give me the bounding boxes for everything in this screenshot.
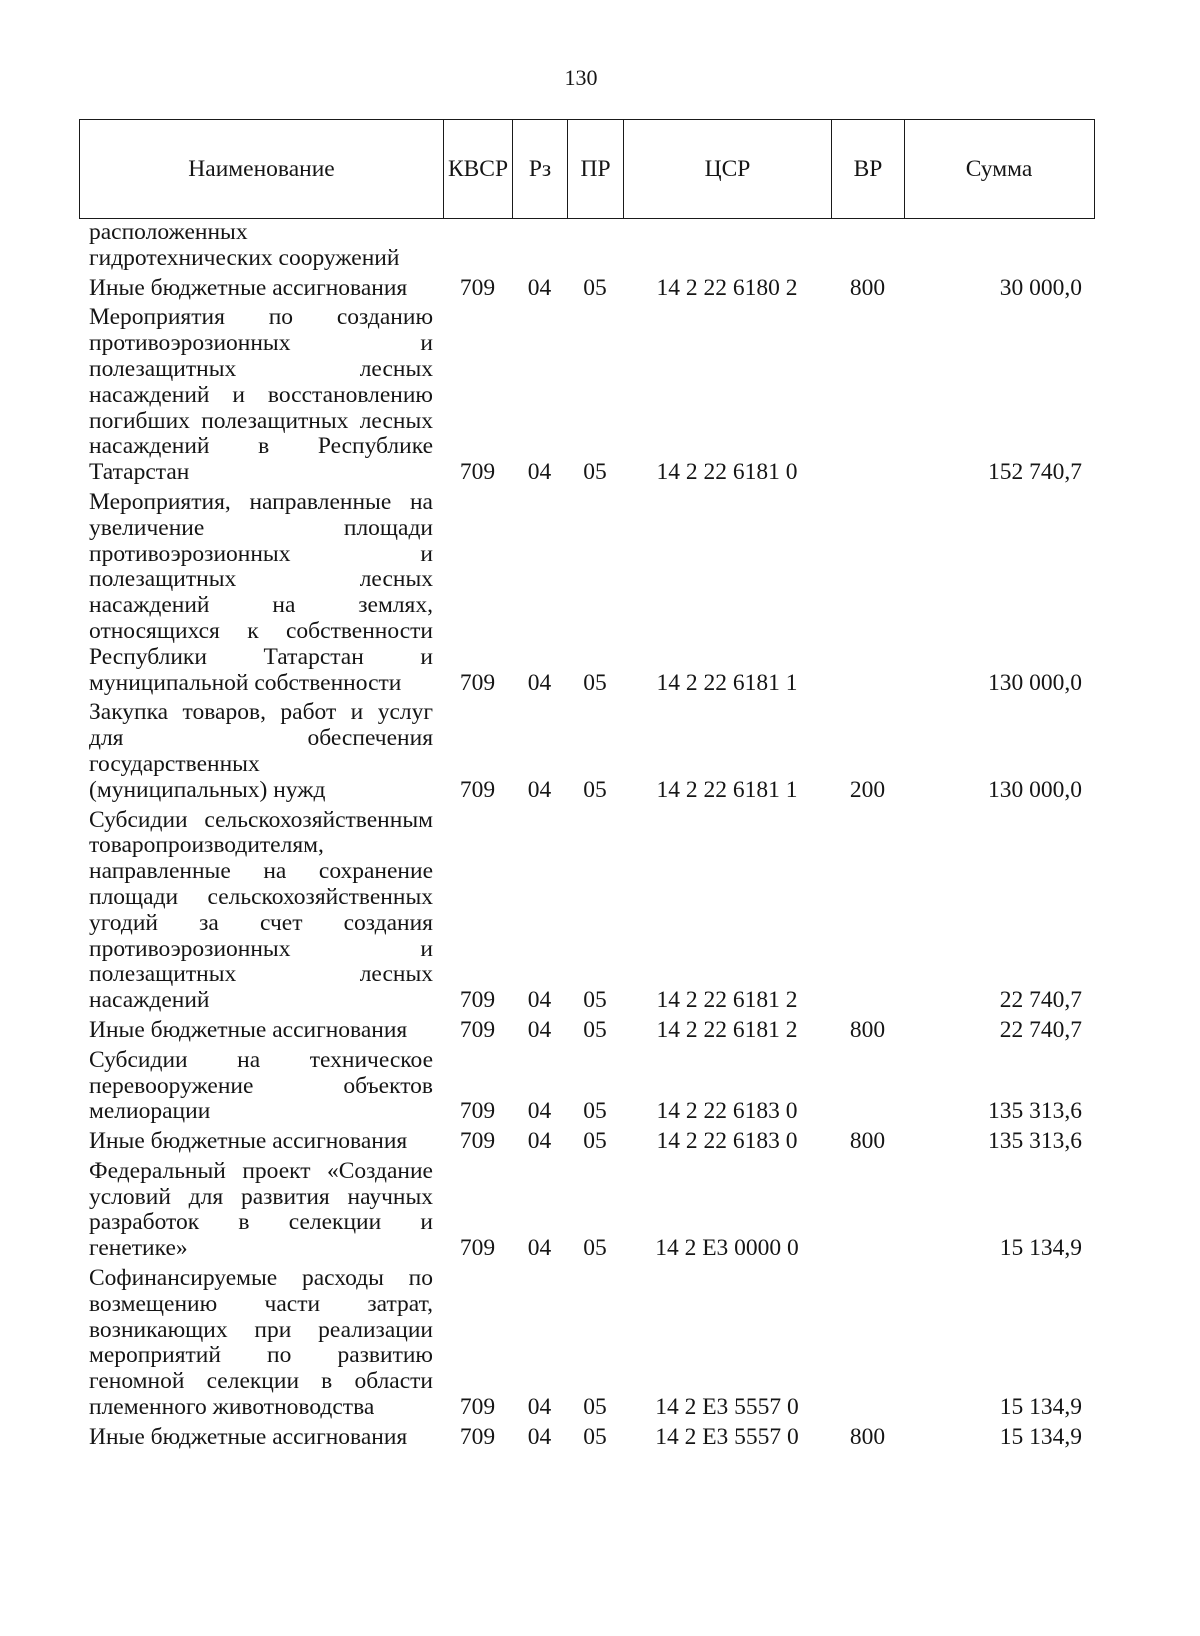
rz-cell: 04 (527, 987, 552, 1014)
row-name-cell (80, 1129, 443, 1155)
row-name-line: расположенных (89, 219, 248, 245)
sum-cell: 130 000,0 (988, 669, 1082, 696)
pr-cell: 05 (583, 1016, 607, 1043)
table-row (80, 700, 1094, 803)
row-name-line: угодий за счет создания (89, 909, 433, 936)
vr-cell: 800 (849, 1423, 886, 1450)
row-name-line: Софинансируемые расходы по (89, 1265, 433, 1292)
row-name-line: (муниципальных) нужд (89, 776, 326, 803)
kvsr-cell: 709 (459, 1423, 496, 1450)
row-name-line: Татарстан (89, 459, 190, 486)
table-row (80, 220, 1094, 272)
table-row (80, 490, 1094, 696)
row-name-line: Субсидии сельскохозяйственным (89, 806, 433, 833)
row-name-line: геномной селекции в области (89, 1368, 433, 1395)
pr-cell: 05 (583, 1423, 607, 1450)
table-row (80, 1425, 1094, 1451)
sum-cell: 30 000,0 (999, 274, 1082, 301)
header-name: Наименование (188, 156, 335, 182)
kvsr-cell: 709 (459, 987, 496, 1014)
row-name-cell (80, 1159, 443, 1262)
csr-cell: 14 2 22 6181 2 (656, 987, 798, 1014)
row-name-line: площади сельскохозяйственных (89, 883, 433, 910)
csr-cell: 14 2 22 6181 0 (656, 459, 798, 486)
rz-cell: 04 (527, 776, 552, 803)
row-name-line: Иные бюджетные ассигнования (89, 1423, 408, 1450)
row-name-line: погибших полезащитных лесных (89, 407, 433, 434)
row-name-cell (80, 808, 443, 1014)
csr-cell: 14 2 22 6181 1 (656, 776, 798, 803)
header-kvsr: КВСР (443, 120, 512, 218)
rz-cell: 04 (527, 1423, 552, 1450)
sum-cell: 22 740,7 (999, 1016, 1082, 1043)
row-name-line: Федеральный проект «Создание (89, 1157, 433, 1184)
sum-cell: 135 313,6 (988, 1098, 1082, 1125)
csr-cell: 14 2 Е3 0000 0 (655, 1235, 799, 1262)
row-name-line: Республики Татарстан и (89, 643, 433, 670)
kvsr-cell: 709 (459, 274, 496, 301)
row-name-line: Закупка товаров, работ и услуг (89, 699, 433, 726)
table-row (80, 1048, 1094, 1125)
rz-cell: 04 (527, 459, 552, 486)
row-name-line: Иные бюджетные ассигнования (89, 274, 408, 301)
sum-cell: 152 740,7 (988, 459, 1082, 486)
row-name-cell (80, 1048, 443, 1125)
table-header (79, 119, 1095, 219)
row-name-line: Иные бюджетные ассигнования (89, 1016, 408, 1043)
table-row (80, 808, 1094, 1014)
row-name-line: относящихся к собственности (89, 617, 433, 644)
table-body (80, 220, 1094, 1451)
csr-cell: 14 2 22 6183 0 (656, 1098, 798, 1125)
row-name-cell (80, 700, 443, 803)
row-name-line: муниципальной собственности (89, 669, 402, 696)
vr-cell: 200 (849, 776, 886, 803)
row-name-line: товаропроизводителям, (89, 832, 324, 859)
rz-cell: 04 (527, 1128, 552, 1155)
row-name-cell (80, 276, 443, 302)
page-number: 130 (564, 65, 598, 90)
table-row (80, 1129, 1094, 1155)
vr-cell: 800 (849, 1016, 886, 1043)
csr-cell: 14 2 22 6183 0 (656, 1128, 798, 1155)
row-name-cell (80, 490, 443, 696)
row-name-line: насаждений и восстановлению (89, 381, 433, 408)
csr-cell: 14 2 22 6181 2 (656, 1016, 798, 1043)
rz-cell: 04 (527, 1394, 552, 1421)
vr-cell: 800 (849, 274, 886, 301)
row-name-line: Мероприятия по созданию (89, 304, 433, 331)
sum-cell: 135 313,6 (988, 1128, 1082, 1155)
table-row (80, 305, 1094, 486)
header-rz: Рз (512, 120, 567, 218)
row-name-line: возникающих при реализации (89, 1316, 433, 1343)
row-name-line: перевооружение объектов (89, 1072, 433, 1099)
row-name-line: увеличение площади (89, 514, 433, 541)
table-row (80, 1159, 1094, 1262)
row-name-line: направленные на сохранение (89, 858, 433, 885)
kvsr-cell: 709 (459, 1235, 496, 1262)
table-row (80, 276, 1094, 302)
csr-cell: 14 2 Е3 5557 0 (655, 1394, 799, 1421)
row-name-cell (80, 305, 443, 486)
row-name-cell (80, 220, 443, 272)
row-name-line: полезащитных лесных (89, 355, 433, 382)
row-name-line: Субсидии на техническое (89, 1046, 433, 1073)
row-name-line: условий для развития научных (89, 1183, 433, 1210)
sum-cell: 15 134,9 (999, 1423, 1082, 1450)
row-name-line: противоэрозионных и (89, 935, 433, 962)
vr-cell: 800 (849, 1128, 886, 1155)
kvsr-cell: 709 (459, 669, 496, 696)
row-name-line: насаждений (89, 987, 210, 1014)
rz-cell: 04 (527, 669, 552, 696)
row-name-line: разработок в селекции и (89, 1209, 433, 1236)
header-vr: ВР (831, 120, 904, 218)
header-csr: ЦСР (623, 120, 831, 218)
pr-cell: 05 (583, 987, 607, 1014)
row-name-line: насаждений на землях, (89, 592, 433, 619)
row-name-line: государственных (89, 750, 260, 777)
csr-cell: 14 2 22 6181 1 (656, 669, 798, 696)
row-name-line: возмещению части затрат, (89, 1290, 433, 1317)
row-name-cell (80, 1266, 443, 1421)
rz-cell: 04 (527, 1016, 552, 1043)
pr-cell: 05 (583, 459, 607, 486)
kvsr-cell: 709 (459, 1098, 496, 1125)
rz-cell: 04 (527, 274, 552, 301)
row-name-line: гидротехнических сооружений (89, 244, 400, 271)
kvsr-cell: 709 (459, 1016, 496, 1043)
csr-cell: 14 2 Е3 5557 0 (655, 1423, 799, 1450)
pr-cell: 05 (583, 669, 607, 696)
csr-cell: 14 2 22 6180 2 (656, 274, 798, 301)
table-row (80, 1018, 1094, 1044)
sum-cell: 22 740,7 (999, 987, 1082, 1014)
pr-cell: 05 (583, 274, 607, 301)
row-name-cell (80, 1018, 443, 1044)
row-name-line: для обеспечения (89, 725, 433, 752)
header-pr: ПР (567, 120, 623, 218)
rz-cell: 04 (527, 1098, 552, 1125)
row-name-line: генетике» (89, 1235, 188, 1262)
sum-cell: 15 134,9 (999, 1235, 1082, 1262)
row-name-line: мелиорации (89, 1098, 211, 1125)
kvsr-cell: 709 (459, 1128, 496, 1155)
header-sum: Сумма (904, 120, 1093, 218)
row-name-line: Иные бюджетные ассигнования (89, 1128, 408, 1155)
row-name-line: насаждений в Республике (89, 433, 433, 460)
sum-cell: 130 000,0 (988, 776, 1082, 803)
row-name-line: полезащитных лесных (89, 961, 433, 988)
row-name-line: полезащитных лесных (89, 566, 433, 593)
row-name-line: мероприятий по развитию (89, 1342, 433, 1369)
pr-cell: 05 (583, 1098, 607, 1125)
row-name-line: Мероприятия, направленные на (89, 488, 433, 515)
kvsr-cell: 709 (459, 1394, 496, 1421)
pr-cell: 05 (583, 1128, 607, 1155)
rz-cell: 04 (527, 1235, 552, 1262)
kvsr-cell: 709 (459, 459, 496, 486)
row-name-line: противоэрозионных и (89, 540, 433, 567)
row-name-cell (80, 1425, 443, 1451)
pr-cell: 05 (583, 776, 607, 803)
sum-cell: 15 134,9 (999, 1394, 1082, 1421)
row-name-line: противоэрозионных и (89, 330, 433, 357)
kvsr-cell: 709 (459, 776, 496, 803)
row-name-line: племенного животноводства (89, 1394, 375, 1421)
pr-cell: 05 (583, 1235, 607, 1262)
table-row (80, 1266, 1094, 1421)
pr-cell: 05 (583, 1394, 607, 1421)
